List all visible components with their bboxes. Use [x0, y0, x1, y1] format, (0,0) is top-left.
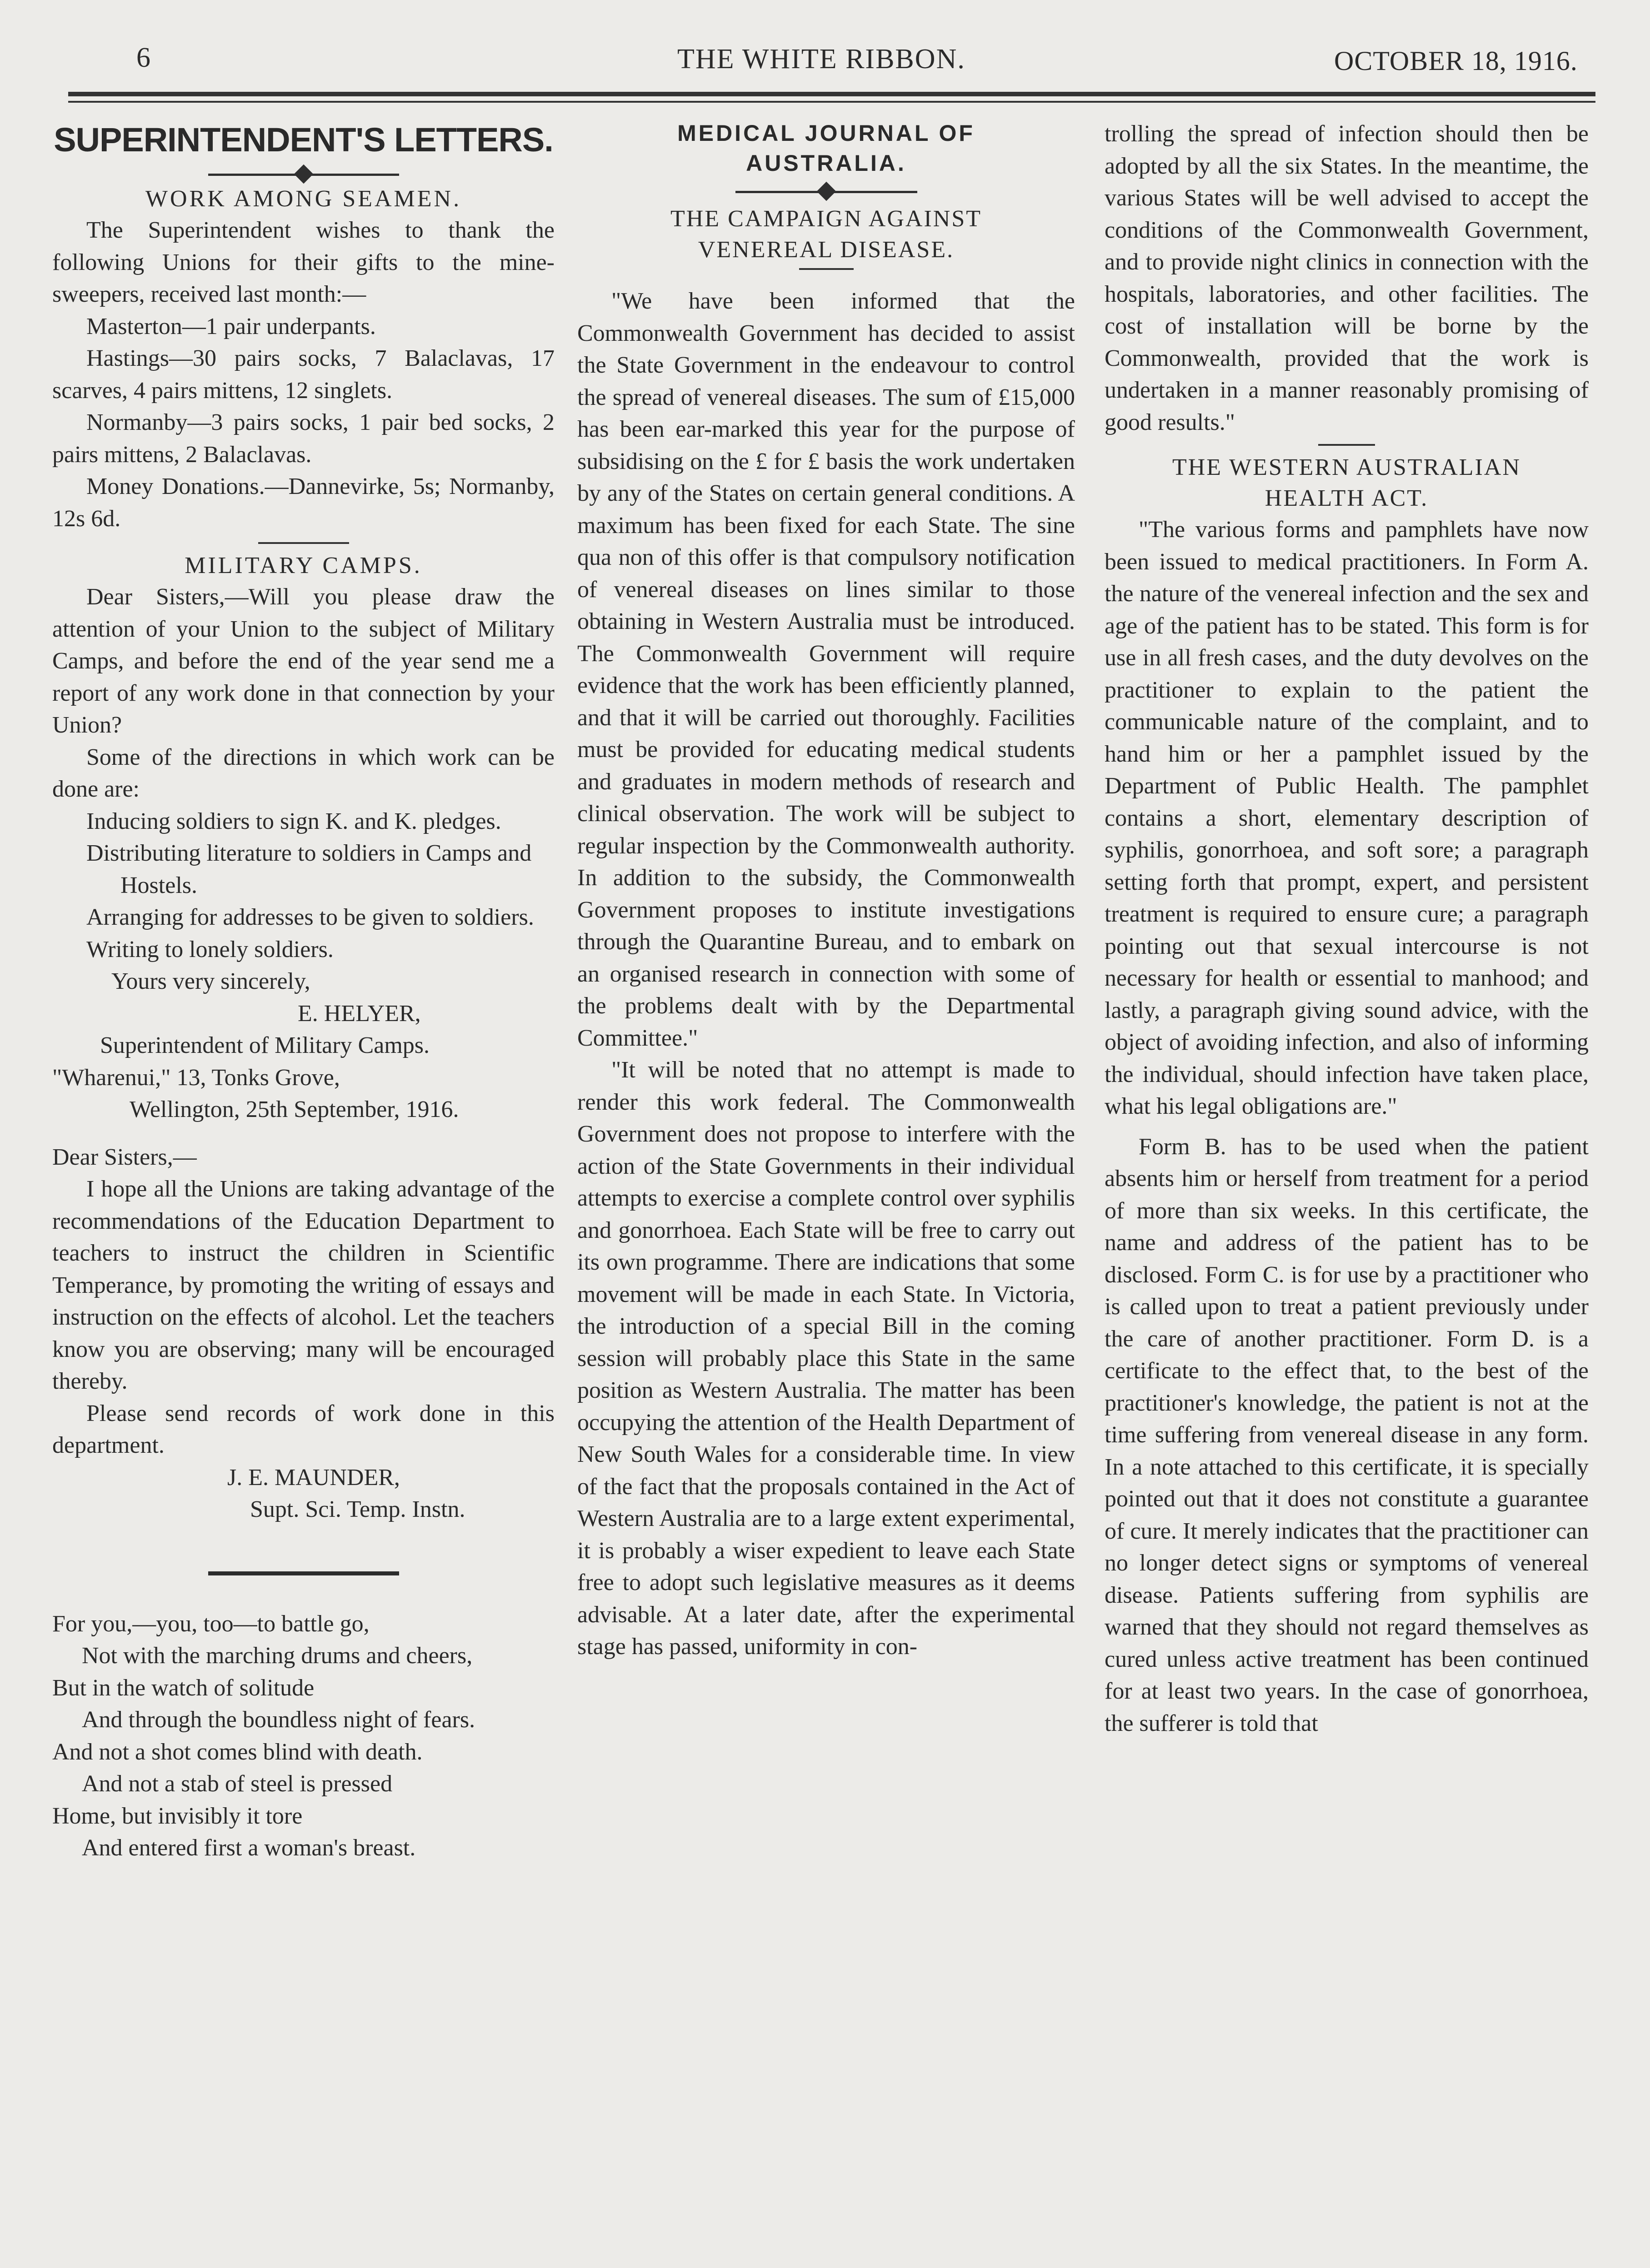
camps-signature-address: "Wharenui," 13, Tonks Grove, — [52, 1064, 340, 1091]
health-act-para-1: "The various forms and pamphlets have now been issued to medical practitioners. In Form A. the nature of the venereal infection and the sex and age of the patient has to be stated. This form is for use in all fresh cases, and the duty devolves on the practitioner to explain to the patient the communicable nature of the complaint, and to hand him or her a pamphlet issued by the Department of Public Health. The pamphlet contains a short, elementary description of syphilis, gonorrhoea, and soft sore; a paragraph setting forth that prompt, expert, and persistent treatment is required to ensure cure; a paragraph pointing out that sexual intercourse is not necessary for health or essential to manhood; and lastly, a paragraph giving sound advice, with the object of avoiding infection, and also of informing the individual, should infection have taken place, what his legal obligations are." — [1105, 517, 1589, 1119]
camps-closing: Yours very sincerely, — [111, 968, 310, 994]
subheading-western-australian-act: THE WESTERN AUSTRALIAN HEALTH ACT. — [1172, 454, 1521, 511]
poem-line-6: And not a stab of steel is pressed — [82, 1771, 393, 1797]
temperance-signature-name: J. E. MAUNDER, — [227, 1464, 400, 1490]
camps-para-2: Some of the directions in which work can be done are: — [52, 744, 555, 802]
gift-masterton: Masterton—1 pair underpants. — [86, 313, 376, 339]
gift-normanby: Normanby—3 pairs socks, 1 pair bed socks, 2 pairs mittens, 2 Balaclavas. — [52, 409, 555, 468]
poem-line-7: Home, but invisibly it tore — [52, 1803, 303, 1829]
temperance-para-1: I hope all the Unions are taking advantage of the recommendations of the Education Department to teachers to instruct the children in Scientific Temperance, by promoting the writing of essays and instruction on the effects of alcohol. Let the teachers know you are observing; many will be encouraged thereby. — [52, 1176, 555, 1394]
subheading-work-among-seamen: WORK AMONG SEAMEN. — [145, 186, 462, 212]
gift-hastings: Hastings—30 pairs socks, 7 Balaclavas, 17 scarves, 4 pairs mittens, 12 singlets. — [52, 345, 555, 404]
campaign-para-continued: trolling the spread of infection should then be adopted by all the six States. In the meantime, the various States will be well advised to accept the conditions of the Commonwealth Government, and to provide night clinics in connection with the hospitals, laboratories, and other facilities. The cost of installation will be borne by the Commonwealth, provided that the work is undertaken in a manner reasonably promising of good results." — [1105, 121, 1589, 435]
poem-line-4: And through the boundless night of fears. — [82, 1707, 475, 1733]
temperance-para-2: Please send records of work done in this department. — [52, 1400, 555, 1458]
poem-line-1: For you,—you, too—to battle go, — [52, 1610, 370, 1637]
header-rule-thin — [68, 101, 1595, 103]
temperance-signature-role: Supt. Sci. Temp. Instn. — [250, 1496, 465, 1522]
poem-line-5: And not a shot comes blind with death. — [52, 1739, 423, 1765]
poem-line-3: But in the watch of solitude — [52, 1675, 315, 1701]
section-rule — [799, 268, 854, 270]
camps-item-4: Writing to lonely soldiers. — [86, 936, 334, 962]
diamond-rule — [735, 183, 917, 201]
camps-item-1: Inducing soldiers to sign K. and K. pledges. — [86, 808, 501, 834]
section-rule — [258, 542, 349, 544]
subheading-campaign: THE CAMPAIGN AGAINST VENEREAL DISEASE. — [670, 206, 982, 263]
page-number: 6 — [136, 42, 150, 73]
heading-superintendents-letters: SUPERINTENDENT'S LETTERS. — [54, 121, 553, 159]
column-continuation — [1105, 118, 1589, 1740]
camps-signature-name: E. HELYER, — [298, 1000, 421, 1027]
camps-signature-role: Superintendent of Military Camps. — [100, 1032, 430, 1058]
campaign-para-2: "It will be noted that no attempt is made to render this work federal. The Commonwealth Government does not propose to interfere with the action of the State Governments in their individual attempts to exercise a complete control over syphilis and gonorrhoea. Each State will be free to carry out its own programme. There are indications that some movement will be made in each State. In Victoria, the introduction of a special Bill in the coming session will probably place this State in the same position as Western Australia. The matter has been occupying the attention of the Health Department of New South Wales for a considerable time. In view of the fact that the proposals contained in the Act of Western Australia are to a large extent experimental, it is probably a wiser expedient to leave each State free to adopt such legislative measures as it deems advisable. At a later date, after the experimental stage has passed, uniformity in con- — [577, 1057, 1075, 1660]
poem-rule — [208, 1571, 399, 1575]
diamond-rule — [208, 165, 399, 184]
section-rule — [1318, 444, 1375, 446]
camps-item-3: Arranging for addresses to be given to soldiers. — [86, 904, 534, 930]
issue-date: OCTOBER 18, 1916. — [1334, 46, 1578, 76]
heading-medical-journal: MEDICAL JOURNAL OF AUSTRALIA. — [677, 120, 975, 176]
poem-line-8: And entered first a woman's breast. — [82, 1835, 416, 1861]
header-rule-thick — [68, 92, 1595, 96]
campaign-para-1: "We have been informed that the Commonwealth Government has decided to assist the State Government in the endeavour to control the spread of venereal diseases. The sum of £15,000 has been ear-marked this year for the purpose of subsidising on the £ for £ basis the work undertaken by any of the States on certain general conditions. A maximum has been fixed for each State. The sine qua non of this offer is that compulsory notification of venereal diseases on lines similar to those obtaining in Western Australia must be introduced. The Commonwealth Government will require evidence that the work has been efficiently planned, and that it will be carried out thoroughly. Facilities must be provided for educating medical students and graduates in modern methods of research and clinical observation. The work will be subject to regular inspection by the Commonwealth authority. In addition to the subsidy, the Commonwealth Government proposes to institute investigations through the Quarantine Bureau, and to embark on an organised research in connection with some of the problems dealt with by the Departmental Committee." — [577, 288, 1075, 1051]
column-superintendent-letters — [52, 118, 555, 1864]
health-act-para-2: Form B. has to be used when the patient absents him or herself from treatment for a period of more than six weeks. In this certificate, the name and address of the patient has to be disclosed. Form C. is for use by a practitioner who is called upon to treat a patient previously under the care of another practitioner. Form D. is a certificate to the effect that, to the best of the practitioner's knowledge, the patient is not at the time suffering from venereal disease in any form. In a note attached to this certificate, it is specially pointed out that it does not constitute a guarantee of cure. It merely indicates that the practitioner can no longer detect signs or symptoms of venereal disease. Patients suffering from syphilis are warned that they should not regard themselves as cured unless active treatment has been continued for at least two years. In the case of gonorrhoea, the sufferer is told that — [1105, 1133, 1589, 1736]
camps-signature-date: Wellington, 25th September, 1916. — [130, 1097, 459, 1122]
column-medical-journal — [577, 118, 1075, 1663]
money-donations: Money Donations.—Dannevirke, 5s; Normanby, 12s 6d. — [52, 474, 555, 532]
seamen-intro: The Superintendent wishes to thank the following Unions for their gifts to the mine-sweepers, received last month:— — [52, 217, 555, 307]
camps-para-1: Dear Sisters,—Will you please draw the attention of your Union to the subject of Military Camps, and before the end of the year send me a report of any work done in that connection by your Union? — [52, 584, 555, 738]
publication-title: THE WHITE RIBBON. — [677, 44, 965, 75]
subheading-military-camps: MILITARY CAMPS. — [185, 553, 422, 578]
temperance-greeting: Dear Sisters,— — [52, 1144, 197, 1170]
camps-item-2: Distributing literature to soldiers in Camps and Hostels. — [86, 840, 532, 898]
poem-line-2: Not with the marching drums and cheers, — [82, 1643, 473, 1669]
